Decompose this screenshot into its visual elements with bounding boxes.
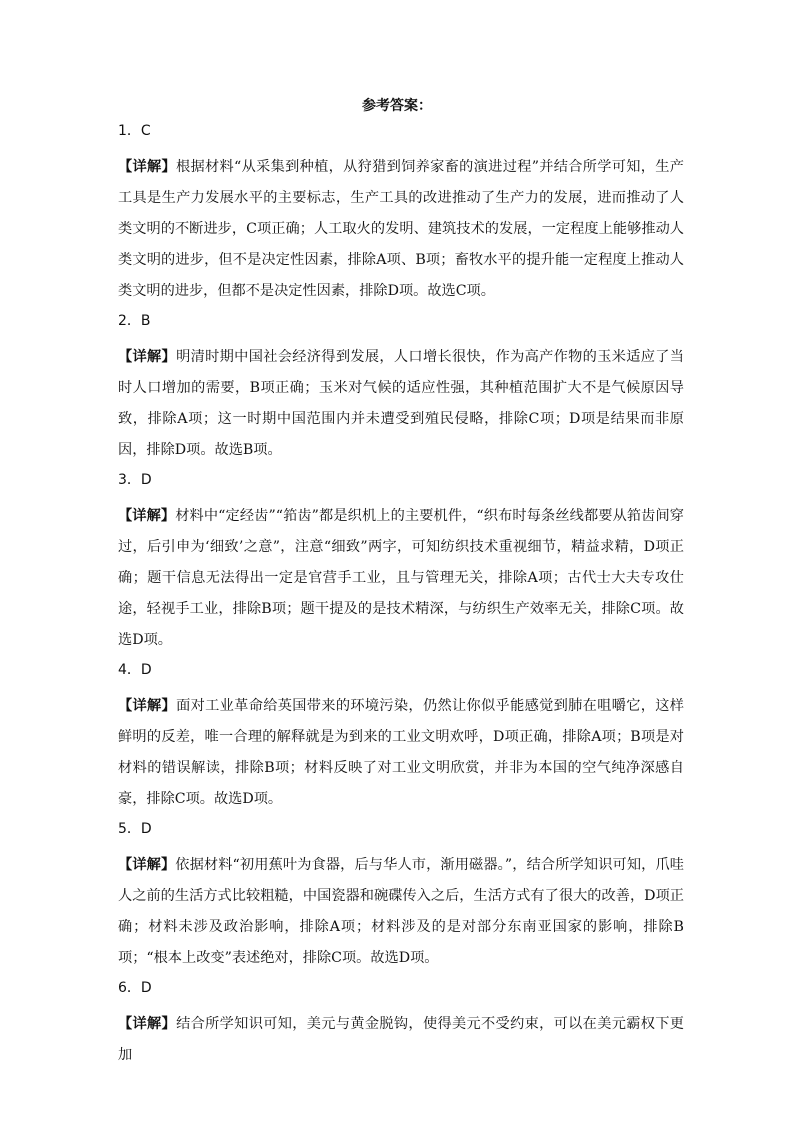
explanation-tag: 【详解】 (118, 508, 176, 524)
page-title: 参考答案： (362, 98, 432, 114)
explanation-text: 材料中“定经齿”“筘齿”都是织机上的主要机件，“织布时每条丝线都要从筘齿间穿过，后引申为‘细致’之意”，注意“细致”两字，可知纺织技术重视细节，精益求精，D项正确；题干信息无法得出一定是官营手工业，且与管理无关，排除A项；古代士大夫专攻仕途，轻视手工业，排除B项；题干提及的是技术精深，与纺织生产效率无关，排除C项。故选D项。 (118, 508, 684, 648)
answer-item-2 (118, 311, 684, 466)
answer-item-6 (118, 978, 684, 1071)
answer-explanation (118, 152, 684, 307)
answer-item-3 (118, 470, 684, 656)
question-number: 4．D (118, 662, 152, 678)
answer-explanation (118, 501, 684, 656)
question-number: 2．B (118, 313, 151, 329)
explanation-tag: 【详解】 (118, 698, 177, 714)
explanation-tag: 【详解】 (118, 349, 177, 365)
explanation-text: 面对工业革命给英国带来的环境污染，仍然让你似乎能感觉到肺在咀嚼它，这样鲜明的反差，唯一合理的解释就是为到来的工业文明欢呼，D项正确，排除A项；B项是对材料的错误解读，排除B项；材料反映了对工业文明欣赏，并非为本国的空气纯净深感自豪，排除C项。故选D项。 (118, 698, 684, 807)
explanation-tag: 【详解】 (118, 857, 176, 873)
explanation-text: 明清时期中国社会经济得到发展，人口增长很快，作为高产作物的玉米适应了当时人口增加的需要，B项正确；玉米对气候的适应性强，其种植范围扩大不是气候原因导致，排除A项；这一时期中国范围内并未遭受到殖民侵略，排除C项；D项是结果而非原因，排除D项。故选B项。 (118, 349, 684, 458)
answer-item-4 (118, 660, 684, 815)
question-number: 1．C (118, 123, 151, 139)
answer-explanation (118, 691, 684, 815)
question-number: 6．D (118, 980, 152, 996)
explanation-text: 依据材料“初用蕉叶为食器，后与华人市，渐用磁器。”，结合所学知识可知，爪哇人之前的生活方式比较粗糙，中国瓷器和碗碟传入之后，生活方式有了很大的改善，D项正确；材料未涉及政治影响，排除A项；材料涉及的是对部分东南亚国家的影响，排除B项；“根本上改变”表述绝对，排除C项。故选D项。 (118, 857, 684, 966)
explanation-text: 结合所学知识可知，美元与黄金脱钩，使得美元不受约束，可以在美元霸权下更加 (118, 1016, 684, 1063)
answer-explanation (118, 850, 684, 974)
answer-explanation (118, 342, 684, 466)
answer-explanation (118, 1009, 684, 1071)
question-number: 3．D (118, 472, 152, 488)
answer-list (118, 121, 684, 1075)
explanation-text: 根据材料“从采集到种植，从狩猎到饲养家畜的演进过程”并结合所学可知，生产工具是生产力发展水平的主要标志，生产工具的改进推动了生产力的发展，进而推动了人类文明的不断进步，C项正确；人工取火的发明、建筑技术的发展，一定程度上能够推动人类文明的进步，但不是决定性因素，排除A项、B项；畜牧水平的提升能一定程度上推动人类文明的进步，但都不是决定性因素，排除D项。故选C项。 (118, 159, 684, 299)
question-number: 5．D (118, 821, 152, 837)
explanation-tag: 【详解】 (118, 1016, 177, 1032)
answer-item-1 (118, 121, 684, 307)
explanation-tag: 【详解】 (118, 159, 177, 175)
answer-item-5 (118, 819, 684, 974)
